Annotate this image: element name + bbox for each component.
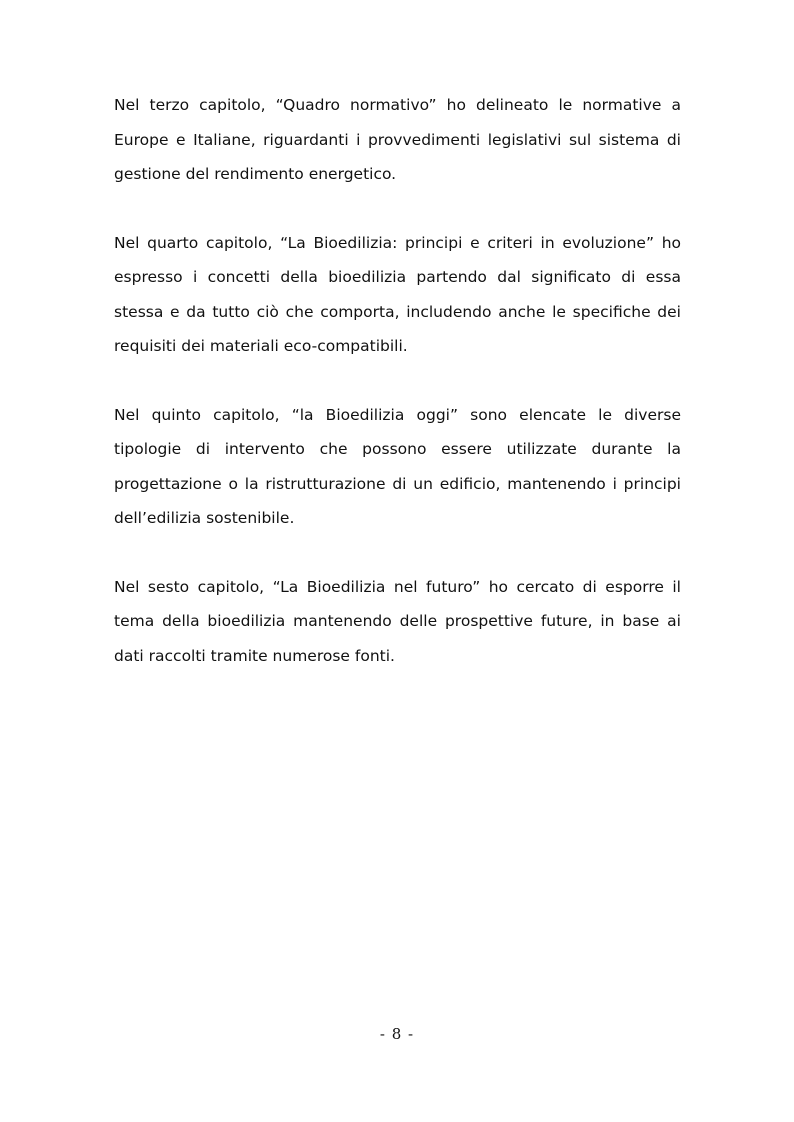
paragraph-chapter-4: Nel quarto capitolo, “La Bioedilizia: principi e criteri in evoluzione” ho espresso i concetti della bioedilizia partendo dal significato di essa stessa e da tutto ciò che comporta, includendo anche le specifiche dei requisiti dei materiali eco-compatibili. bbox=[114, 233, 681, 355]
paragraph-chapter-5: Nel quinto capitolo, “la Bioedilizia oggi” sono elencate le diverse tipologie di intervento che possono essere utilizzate durante la progettazione o la ristrutturazione di un edificio, mantenendo i principi dell’edilizia sostenibile. bbox=[114, 405, 681, 527]
page-number: - 8 - bbox=[379, 1025, 415, 1043]
body-text bbox=[114, 88, 681, 707]
paragraph-chapter-3: Nel terzo capitolo, “Quadro normativo” ho delineato le normative a Europe e Italiane, riguardanti i provvedimenti legislativi sul sistema di gestione del rendimento energetico. bbox=[114, 96, 681, 183]
paragraph-chapter-6: Nel sesto capitolo, “La Bioedilizia nel futuro” ho cercato di esporre il tema della bioedilizia mantenendo delle prospettive future, in base ai dati raccolti tramite numerose fonti. bbox=[114, 577, 681, 665]
